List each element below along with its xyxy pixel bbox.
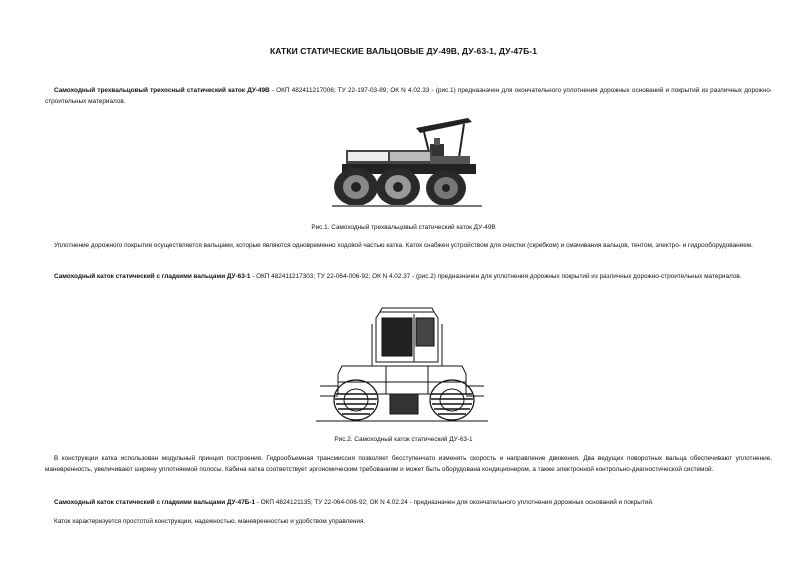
figure2-roller-drawing [316, 300, 488, 426]
section3-paragraph [45, 498, 772, 509]
section2-lead: Самоходный каток статический с гладкими вальцами ДУ-63-1 [54, 273, 251, 280]
figure2-caption: Рис.2. Самоходный каток статический ДУ-63-1 [334, 436, 473, 443]
section3-lead: Самоходный каток статический с гладкими вальцами ДУ-47Б-1 [54, 499, 256, 506]
paragraph-6: Каток характеризуется простотой конструкции, надежностью, маневренностью и удобством управления. [54, 518, 366, 525]
paragraph-2: Уплотнение дорожного покрытия осуществляется вальцами, которые являются одновременно ходовой частью катка. Каток снабжен устройством для очистки (скребком) и смачивания вальцов, тентом, электро- и гидрооборудованием. [54, 242, 753, 249]
section1-text: - ОКП 482411217006; ТУ 22-197-03-89; ОК N 4.02.33 - (рис.1) предназначен для окончательного уплотнения дорожных оснований и покрытий из различных дорожно-строительных материалов. [45, 87, 772, 105]
paragraph-4: В конструкции катка использован модульный принцип построения. Гидрообъемная трансмиссия позволяет бесступенчато изменять скорость и направление движения. Два ведущих поворотных вальца обеспечивают уплотнение, маневренность, увеличивают ширину уплотняемой полосы. Кабина катка соответствует эргономическим требованиям и может быть оборудована кондиционером, а также электронной контрольно-диагностической системой. [45, 455, 772, 473]
section2-text: - ОКП 482411217303; ТУ 22-064-006-92; ОК N 4.02.37 - (рис.2) предназначен для уплотнения дорожных покрытий из различных дорожно-строительных материалов. [250, 273, 742, 280]
section3-text: - ОКП 4824121135; ТУ 22-064-006-92; ОК N 4.02.24 - предназначен для окончательного уплотнения дорожных оснований и покрытий. [255, 499, 654, 506]
section1-paragraph [45, 86, 772, 107]
section2-paragraph [45, 272, 772, 283]
figure1-roller-image [318, 112, 488, 208]
figure1-caption: Рис.1. Самоходный трехвальцовый статический каток ДУ-49В [311, 224, 496, 231]
document-title: КАТКИ СТАТИЧЕСКИЕ ВАЛЬЦОВЫЕ ДУ-49В, ДУ-63-1, ДУ-47Б-1 [269, 46, 538, 56]
section1-lead: Самоходный трехвальцовый трехосный статический каток ДУ-49В [54, 87, 270, 94]
